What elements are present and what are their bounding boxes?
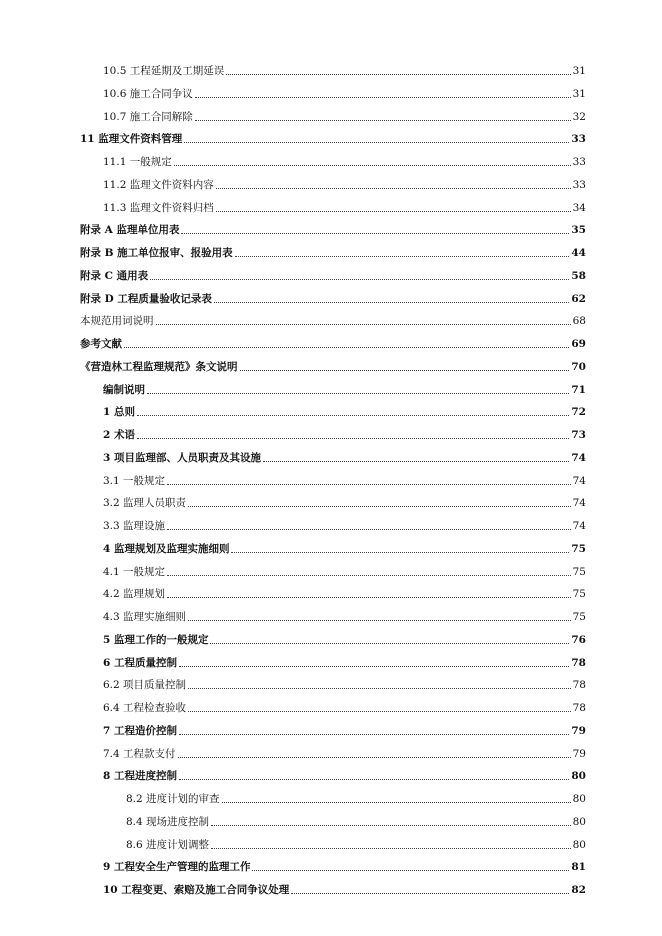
toc-entry[interactable]: [80, 290, 586, 306]
toc-entry-label: 1 总则: [103, 406, 135, 419]
toc-entry-label: 3.2 监理人员职责: [103, 497, 187, 510]
toc-entry-label: 11 监理文件资料管理: [80, 133, 183, 146]
toc-entry[interactable]: [103, 449, 586, 465]
toc-entry[interactable]: [103, 540, 586, 556]
toc-entry-page: 33: [572, 156, 586, 168]
toc-leader-dots: [179, 665, 569, 667]
toc-leader-dots: [252, 869, 569, 871]
toc-entry[interactable]: [103, 654, 586, 670]
toc-entry-label: 4.2 监理规划: [103, 588, 166, 601]
toc-entry[interactable]: [103, 745, 586, 761]
toc-entry-label: 4.1 一般规定: [103, 565, 166, 578]
toc-entry-page: 33: [572, 178, 586, 191]
toc-leader-dots: [167, 528, 571, 530]
toc-entry-page: 78: [572, 679, 586, 692]
toc-entry-page: 71: [571, 383, 586, 396]
toc-entry-page: 81: [571, 861, 586, 874]
toc-leader-dots: [188, 710, 571, 712]
toc-leader-dots: [147, 392, 569, 394]
toc-leader-dots: [235, 255, 570, 257]
toc-leader-dots: [188, 505, 571, 507]
toc-entry[interactable]: [103, 722, 586, 738]
toc-entry[interactable]: [103, 608, 586, 624]
toc-leader-dots: [216, 187, 571, 189]
toc-entry[interactable]: [126, 813, 586, 829]
toc-entry[interactable]: [80, 267, 586, 283]
toc-entry-page: 58: [571, 269, 586, 282]
toc-entry-page: 80: [572, 793, 586, 805]
toc-entry-page: 78: [572, 702, 586, 714]
toc-leader-dots: [214, 301, 569, 303]
toc-entry-label: 附录 C 通用表: [80, 269, 149, 282]
toc-entry-label: 附录 B 施工单位报审、报验用表: [80, 247, 233, 259]
toc-leader-dots: [211, 824, 571, 826]
toc-leader-dots: [179, 778, 569, 780]
toc-entry-page: 70: [571, 360, 586, 373]
toc-entry-page: 68: [572, 315, 586, 328]
toc-leader-dots: [174, 164, 571, 166]
toc-entry-page: 79: [571, 724, 586, 737]
toc-entry-label: 2 术语: [103, 429, 135, 441]
toc-entry-label: 编制说明: [103, 383, 145, 396]
toc-leader-dots: [167, 483, 571, 485]
toc-entry-page: 78: [571, 656, 586, 669]
toc-entry[interactable]: [103, 858, 586, 874]
toc-entry-label: 11.2 监理文件资料内容: [103, 178, 214, 191]
toc-entry[interactable]: [103, 108, 586, 124]
toc-entry-page: 75: [571, 542, 586, 555]
toc-entry-page: 34: [572, 201, 586, 214]
toc-entry[interactable]: [80, 244, 586, 260]
toc-entry-page: 72: [571, 406, 586, 419]
toc-leader-dots: [184, 141, 569, 143]
toc-leader-dots: [231, 551, 569, 553]
toc-entry-page: 74: [571, 451, 586, 464]
toc-entry-label: 10.5 工程延期及工期延误: [103, 65, 225, 77]
toc-entry[interactable]: [103, 585, 586, 601]
toc-entry-label: 3.1 一般规定: [103, 474, 166, 487]
toc-entry-page: 31: [572, 87, 586, 100]
toc-leader-dots: [178, 756, 571, 758]
toc-entry-page: 75: [572, 588, 586, 601]
toc-entry-label: 7 工程造价控制: [103, 724, 177, 737]
toc-entry-page: 33: [571, 133, 586, 146]
toc-entry[interactable]: [103, 153, 586, 169]
toc-entry-page: 74: [572, 520, 586, 532]
toc-leader-dots: [216, 210, 571, 212]
toc-entry-label: 《营造林工程监理规范》条文说明: [80, 360, 238, 373]
toc-entry-label: 本规范用词说明: [80, 315, 154, 328]
toc-entry-label: 3 项目监理部、人员职责及其设施: [103, 451, 261, 464]
toc-leader-dots: [137, 437, 569, 439]
toc-entry[interactable]: [103, 199, 586, 215]
toc-entry[interactable]: [80, 130, 586, 146]
toc-entry-label: 8.4 现场进度控制: [126, 815, 210, 828]
toc-entry-page: 32: [572, 110, 586, 123]
toc-entry[interactable]: [103, 62, 586, 78]
toc-entry-page: 82: [571, 884, 586, 896]
toc-entry-page: 76: [571, 633, 586, 646]
toc-entry-label: 10.7 施工合同解除: [103, 110, 193, 123]
toc-entry[interactable]: [126, 790, 586, 806]
toc-entry-page: 75: [572, 565, 586, 578]
toc-entry-label: 附录 D 工程质量验收记录表: [80, 292, 212, 305]
toc-entry[interactable]: [103, 563, 586, 579]
toc-entry[interactable]: [103, 517, 586, 533]
toc-entry[interactable]: [80, 221, 586, 237]
toc-leader-dots: [240, 369, 570, 371]
toc-entry-page: 74: [572, 474, 586, 487]
toc-entry[interactable]: [103, 631, 586, 647]
toc-entry[interactable]: [103, 176, 586, 192]
toc-entry-label: 8.6 进度计划调整: [126, 838, 210, 851]
toc-leader-dots: [210, 642, 569, 644]
toc-entry[interactable]: [103, 85, 586, 101]
toc-leader-dots: [181, 232, 569, 234]
toc-entry-label: 10.6 施工合同争议: [103, 87, 193, 100]
toc-entry-label: 6 工程质量控制: [103, 656, 177, 669]
toc-leader-dots: [167, 596, 571, 598]
toc-leader-dots: [211, 847, 571, 849]
toc-entry[interactable]: [103, 381, 586, 397]
toc-entry[interactable]: [80, 312, 586, 328]
toc-entry-page: 31: [572, 65, 586, 77]
toc-entry-label: 6.4 工程检查验收: [103, 702, 187, 714]
toc-entry-label: 4.3 监理实施细则: [103, 611, 187, 623]
toc-entry-page: 75: [572, 611, 586, 623]
toc-leader-dots: [137, 414, 569, 416]
toc-entry-label: 7.4 工程款支付: [103, 747, 176, 760]
toc-leader-dots: [150, 278, 569, 280]
toc-leader-dots: [179, 733, 569, 735]
toc-entry-page: 80: [572, 815, 586, 828]
toc-entry[interactable]: [103, 426, 586, 442]
toc-entry[interactable]: [103, 494, 586, 510]
toc-entry-page: 62: [571, 292, 586, 305]
toc-leader-dots: [188, 687, 571, 689]
toc-entry-label: 9 工程安全生产管理的监理工作: [103, 861, 251, 874]
toc-entry-page: 44: [571, 247, 586, 259]
toc-entry-label: 8.2 进度计划的审查: [126, 793, 220, 805]
toc-entry-page: 74: [572, 497, 586, 510]
toc-entry[interactable]: [103, 403, 586, 419]
toc-leader-dots: [291, 892, 569, 894]
toc-leader-dots: [156, 323, 571, 325]
toc-entry-label: 11.3 监理文件资料归档: [103, 201, 214, 214]
toc-leader-dots: [222, 801, 571, 803]
toc-entry-label: 11.1 一般规定: [103, 156, 172, 168]
toc-entry-page: 79: [572, 747, 586, 760]
toc-entry-page: 69: [571, 338, 586, 350]
toc-entry-label: 8 工程进度控制: [103, 770, 177, 783]
toc-entry[interactable]: [103, 472, 586, 488]
toc-leader-dots: [167, 574, 571, 576]
toc-entry-page: 80: [572, 838, 586, 851]
toc-entry-page: 35: [571, 224, 586, 237]
toc-entry-label: 参考文献: [80, 338, 122, 350]
toc-leader-dots: [124, 346, 569, 348]
toc-entry[interactable]: [80, 335, 586, 351]
toc-entry[interactable]: [80, 358, 586, 374]
toc-entry[interactable]: [103, 699, 586, 715]
toc-leader-dots: [195, 119, 571, 121]
toc-leader-dots: [226, 73, 570, 75]
toc-entry[interactable]: [126, 836, 586, 852]
toc-entry[interactable]: [103, 767, 586, 783]
toc-entry-label: 4 监理规划及监理实施细则: [103, 542, 230, 555]
toc-entry-page: 73: [571, 429, 586, 441]
toc-entry[interactable]: [103, 676, 586, 692]
toc-leader-dots: [195, 96, 571, 98]
toc-entry-label: 5 监理工作的一般规定: [103, 633, 209, 646]
toc-entry-label: 附录 A 监理单位用表: [80, 224, 180, 237]
toc-entry-label: 10 工程变更、索赔及施工合同争议处理: [103, 884, 290, 896]
toc-entry-label: 6.2 项目质量控制: [103, 679, 187, 692]
toc-leader-dots: [263, 460, 569, 462]
toc-entry-page: 80: [571, 770, 586, 783]
toc-leader-dots: [188, 619, 571, 621]
toc-entry[interactable]: [103, 881, 586, 897]
toc-entry-label: 3.3 监理设施: [103, 520, 166, 532]
